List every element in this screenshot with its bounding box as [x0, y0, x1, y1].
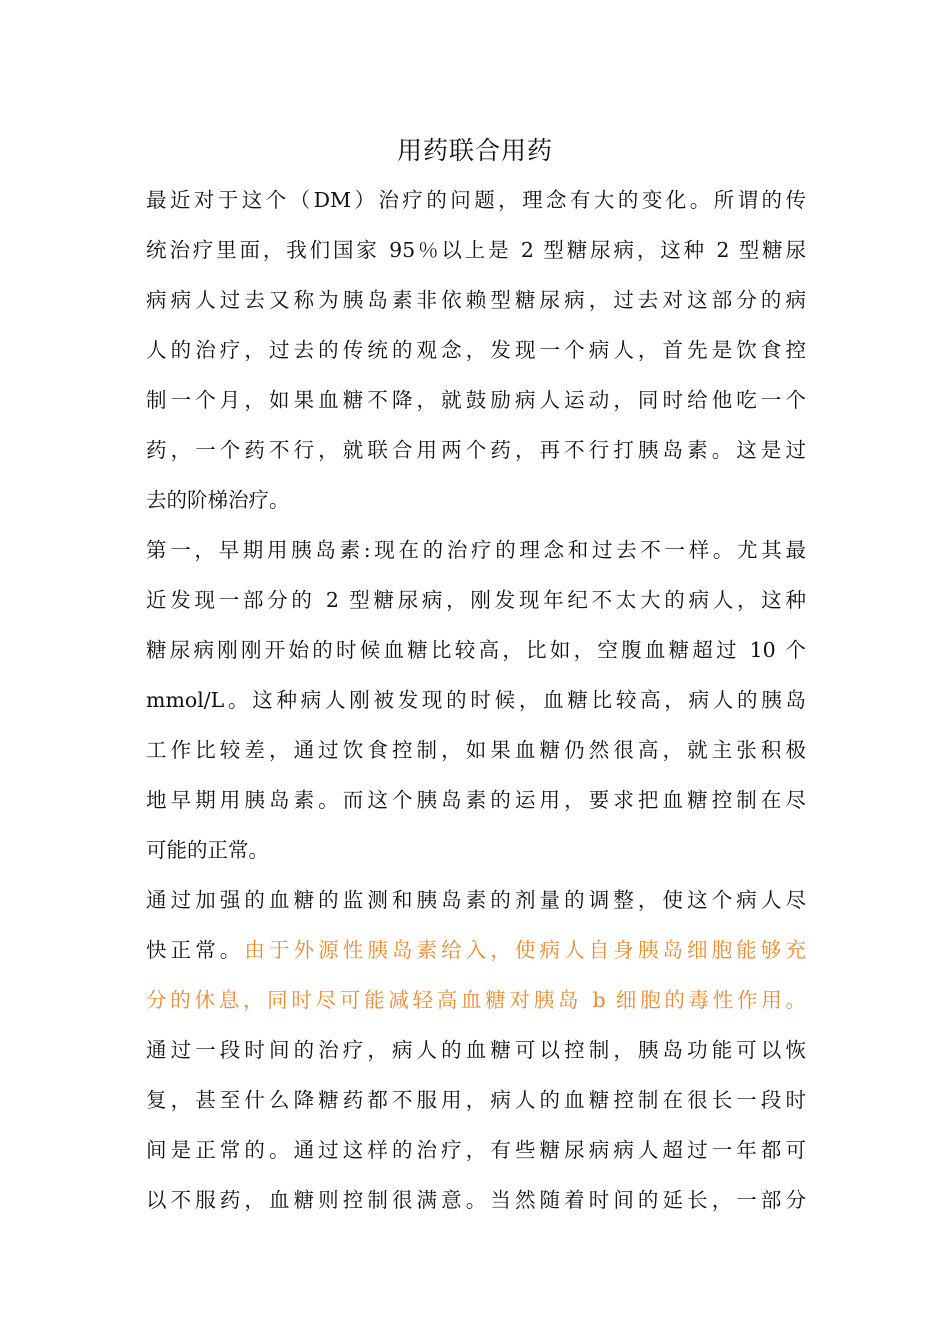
paragraph-line: 人的治疗，过去的传统的观念，发现一个病人，首先是饮食控	[146, 338, 806, 362]
paragraph-line: 可能的正常。	[146, 838, 269, 862]
highlighted-text: 由于外源性胰岛素给入，使病人自身胰岛细胞能够充	[244, 938, 807, 962]
highlighted-line: 分的休息，同时尽可能减轻高血糖对胰岛 b 细胞的毒性作用。	[146, 988, 806, 1012]
paragraph-line: 药，一个药不行，就联合用两个药，再不行打胰岛素。这是过	[146, 438, 806, 462]
paragraph-line: 地早期用胰岛素。而这个胰岛素的运用，要求把血糖控制在尽	[146, 788, 806, 812]
paragraph-line: 去的阶梯治疗。	[146, 488, 290, 512]
paragraph-line: 糖尿病刚刚开始的时候血糖比较高，比如，空腹血糖超过 10 个	[146, 638, 806, 662]
paragraph-line: 通过一段时间的治疗，病人的血糖可以控制，胰岛功能可以恢	[146, 1038, 806, 1062]
paragraph-line: 间是正常的。通过这样的治疗，有些糖尿病病人超过一年都可	[146, 1138, 806, 1162]
paragraph-line: 最近对于这个（DM）治疗的问题，理念有大的变化。所谓的传	[146, 188, 806, 212]
paragraph-line: 工作比较差，通过饮食控制，如果血糖仍然很高，就主张积极	[146, 738, 806, 762]
paragraph-line: 病病人过去又称为胰岛素非依赖型糖尿病，过去对这部分的病	[146, 288, 806, 312]
paragraph-line: 制一个月，如果血糖不降，就鼓励病人运动，同时给他吃一个	[146, 388, 806, 412]
document-title: 用药联合用药	[396, 136, 553, 165]
paragraph-line: 以不服药，血糖则控制很满意。当然随着时间的延长，一部分	[146, 1188, 806, 1212]
paragraph-line: mmol/L。这种病人刚被发现的时候，血糖比较高，病人的胰岛	[146, 688, 806, 712]
paragraph-line: 统治疗里面，我们国家 95％以上是 2 型糖尿病，这种 2 型糖尿	[146, 238, 806, 262]
paragraph-line: 复，甚至什么降糖药都不服用，病人的血糖控制在很长一段时	[146, 1088, 806, 1112]
paragraph-line: 第一，早期用胰岛素:现在的治疗的理念和过去不一样。尤其最	[146, 538, 806, 562]
paragraph-text: 快正常。	[146, 938, 245, 962]
paragraph-line	[146, 932, 806, 968]
paragraph-line: 近发现一部分的 2 型糖尿病，刚发现年纪不太大的病人，这种	[146, 588, 806, 612]
paragraph-line: 通过加强的血糖的监测和胰岛素的剂量的调整，使这个病人尽	[146, 888, 806, 912]
